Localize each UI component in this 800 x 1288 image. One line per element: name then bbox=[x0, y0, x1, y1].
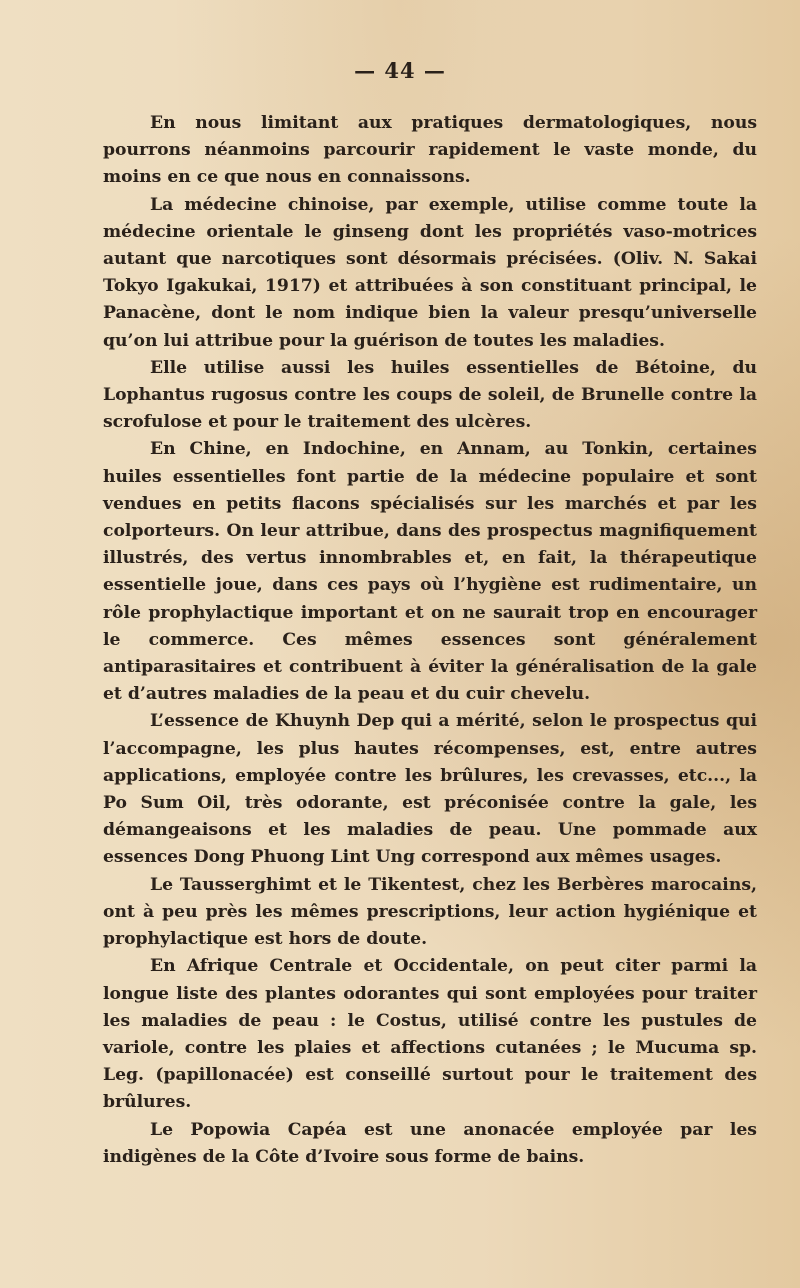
body-text bbox=[103, 110, 757, 1171]
paragraph: Le Popowia Capéa est une anonacée employée par les indigènes de la Côte d’Ivoire sous forme de bains. bbox=[103, 1119, 757, 1167]
page-number: — 44 — bbox=[354, 58, 446, 83]
paragraph: Le Tausserghimt et le Tikentest, chez les Berbères marocains, ont à peu près les mêmes prescriptions, leur action hygiénique et prophylactique est hors de doute. bbox=[103, 874, 757, 950]
paragraph: Elle utilise aussi les huiles essentielles de Bétoine, du Lophantus rugosus contre les coups de soleil, de Brunelle contre la scrofulose et pour le traitement des ulcères. bbox=[103, 357, 757, 433]
paragraph: En Chine, en Indochine, en Annam, au Tonkin, certaines huiles essentielles font partie de la médecine populaire et sont vendues en petits flacons spécialisés sur les marchés et par les colporteurs. On leur attribue, dans des prospectus magnifiquement illustrés, des vertus innombrables et, en fait, la thérapeutique essentielle joue, dans ces pays où l’hygiène est rudimentaire, un rôle prophylactique important et on ne saurait trop en encourager le commerce. Ces mêmes essences sont généralement antiparasitaires et contribuent à éviter la généralisation de la gale et d’autres maladies de la peau et du cuir chevelu. bbox=[103, 439, 757, 705]
paragraph: La médecine chinoise, par exemple, utilise comme toute la médecine orientale le ginseng dont les propriétés vaso-motrices autant que narcotiques sont désormais précisées. (Oliv. N. Sakai Tokyo Igakukai, 1917) et attribuées à son constituant principal, le Panacène, dont le nom indique bien la valeur presqu’universelle qu’on lui attribue pour la guérison de toutes les maladies. bbox=[103, 194, 757, 351]
paragraph: L’essence de Khuynh Dep qui a mérité, selon le prospectus qui l’accompagne, les plus hautes récompenses, est, entre autres applications, employée contre les brûlures, les crevasses, etc..., la Po Sum Oil, très odorante, est préconisée contre la gale, les démangeaisons et les maladies de peau. Une pommade aux essences Dong Phuong Lint Ung correspond aux mêmes usages. bbox=[103, 711, 757, 868]
paragraph: En Afrique Centrale et Occidentale, on peut citer parmi la longue liste des plantes odorantes qui sont employées pour traiter les maladies de peau : le Costus, utilisé contre les pustules de variole, contre les plaies et affections cutanées ; le Mucuma sp. Leg. (papillonacée) est conseillé surtout pour le traitement des brûlures. bbox=[103, 956, 757, 1113]
paragraph: En nous limitant aux pratiques dermatologiques, nous pourrons néanmoins parcourir rapidement le vaste monde, du moins en ce que nous en connaissons. bbox=[103, 113, 757, 188]
